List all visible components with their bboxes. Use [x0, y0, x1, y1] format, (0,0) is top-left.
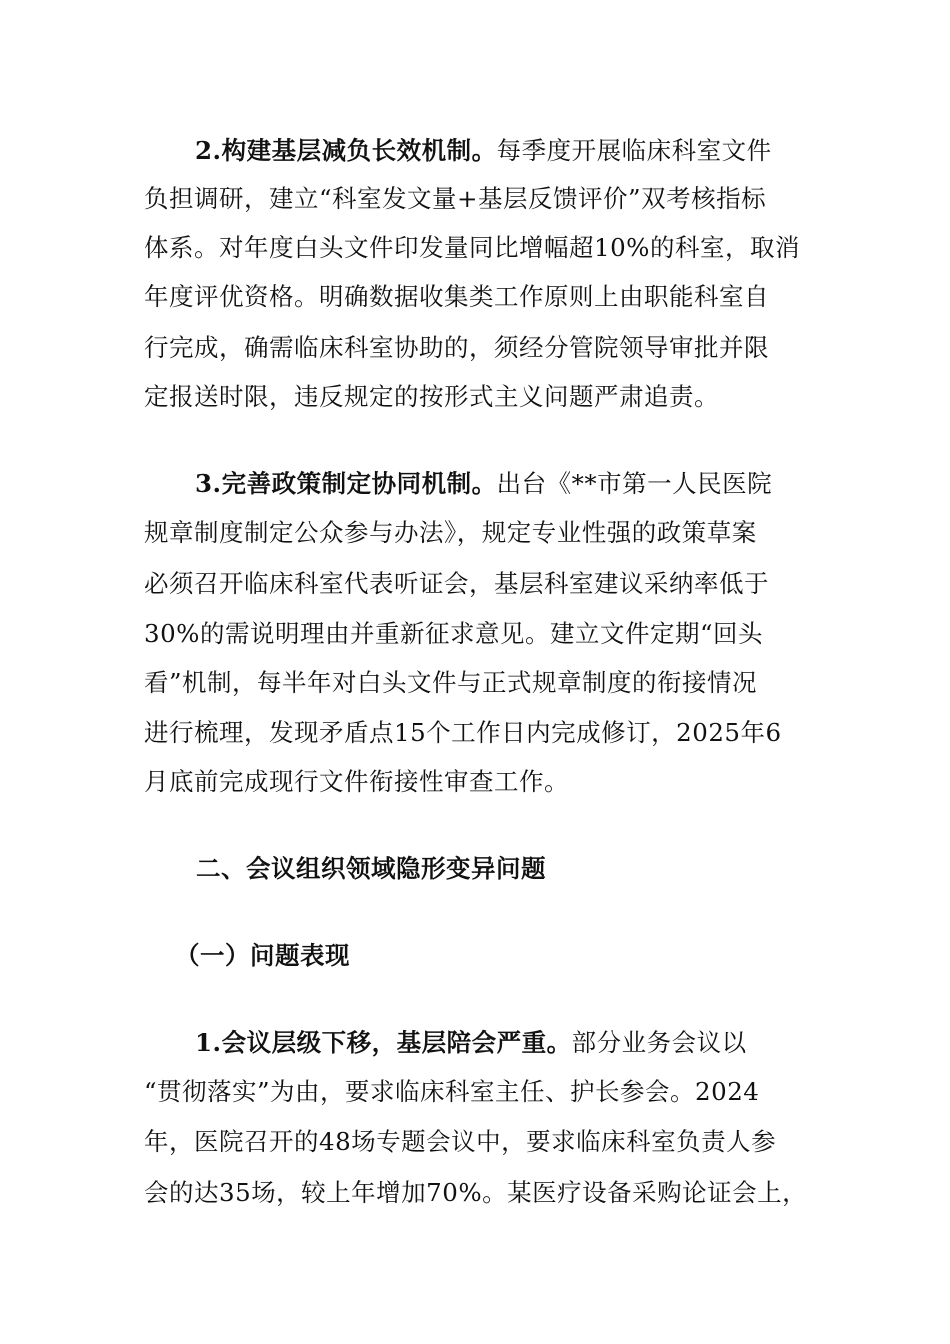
paragraph-2-line-1 — [0, 469, 950, 499]
paragraph-2-line-4: 30%的需说明理由并重新征求意见。建立文件定期“回头 — [144, 619, 763, 648]
paragraph-3-line-2: “贯彻落实”为由，要求临床科室主任、护长参会。2024 — [144, 1077, 760, 1106]
paragraph-3-line-1 — [0, 1028, 950, 1058]
paragraph-1-line-6: 定报送时限，违反规定的按形式主义问题严肃追责。 — [144, 382, 719, 411]
paragraph-2-line-3: 必须召开临床科室代表听证会，基层科室建议采纳率低于 — [144, 569, 769, 598]
paragraph-2-line-5: 看”机制，每半年对白头文件与正式规章制度的衔接情况 — [144, 668, 758, 697]
paragraph-1-line-3: 体系。对年度白头文件印发量同比增幅超10%的科室，取消 — [144, 233, 800, 262]
section-heading: 二、会议组织领域隐形变异问题 — [196, 854, 546, 883]
paragraph-1-line-1 — [0, 136, 950, 166]
paragraph-2-line-2: 规章制度制定公众参与办法》，规定专业性强的政策草案 — [144, 518, 757, 547]
paragraph-3-line-3: 年，医院召开的48场专题会议中，要求临床科室负责人参 — [144, 1127, 777, 1156]
paragraph-2-lead: 3.完善政策制定协同机制。 — [195, 469, 497, 498]
paragraph-1-lead: 2.构建基层减负长效机制。 — [195, 136, 497, 165]
paragraph-3-text: 部分业务会议以 — [571, 1028, 747, 1057]
paragraph-2-text: 出台《**市第一人民医院 — [496, 469, 773, 498]
sub-heading: （一）问题表现 — [175, 941, 350, 970]
paragraph-1-line-4: 年度评优资格。明确数据收集类工作原则上由职能科室自 — [144, 282, 769, 311]
paragraph-1-line-2: 负担调研，建立“科室发文量+基层反馈评价”双考核指标 — [144, 184, 767, 213]
paragraph-1-line-5: 行完成，确需临床科室协助的，须经分管院领导审批并限 — [144, 333, 769, 362]
paragraph-2-line-7: 月底前完成现行文件衔接性审查工作。 — [144, 767, 569, 796]
paragraph-2-line-6: 进行梳理，发现矛盾点15个工作日内完成修订，2025年6 — [144, 718, 782, 747]
paragraph-1-text: 每季度开展临床科室文件 — [496, 136, 772, 165]
paragraph-3-line-4: 会的达35场，较上年增加70%。某医疗设备采购论证会上， — [144, 1178, 808, 1207]
paragraph-3-lead: 1.会议层级下移，基层陪会严重。 — [195, 1028, 572, 1057]
